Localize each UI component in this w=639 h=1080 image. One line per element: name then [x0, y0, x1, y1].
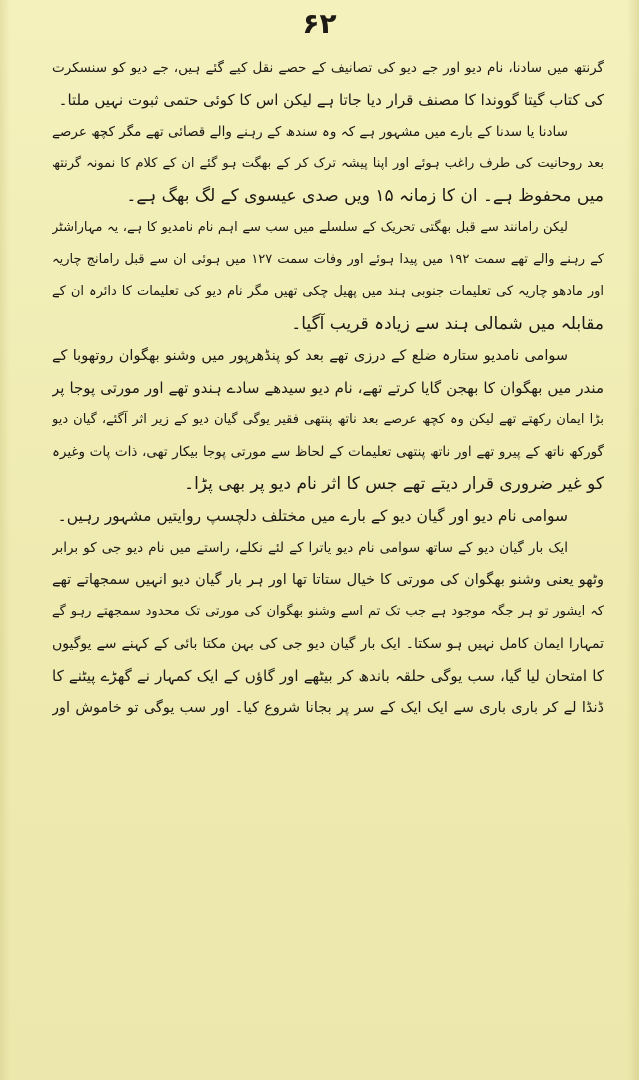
text-line: سادنا یا سدنا کے بارے میں مشہور ہے کہ وہ سندھ کے رہنے والے قصائی تھے مگر کچھ عرصے — [52, 124, 568, 140]
text-line: کے رہنے والے تھے سمت ۱۹۲ میں پیدا ہوئے اور وفات سمت ۱۲۷ میں ہوئی ان سے قبل رامانج چاریہ — [52, 252, 604, 267]
text-line: مندر میں بھگوان کا بھجن گایا کرتے تھے، نام دیو سیدھے سادے ہندو تھے اور مورتی پوجا پر — [52, 379, 604, 397]
scan-shadow-left — [0, 0, 10, 1080]
page-number: ۶۲ — [302, 7, 337, 40]
text-line: کی کتاب گیتا گووندا کا مصنف قرار دیا جاتا ہے لیکن اس کا کوئی حتمی ثبوت نہیں ملتا۔ — [58, 91, 604, 109]
paragraph — [52, 116, 604, 212]
paragraph — [52, 340, 604, 500]
body-text — [52, 52, 604, 724]
text-line: ڈنڈا لے کر باری باری سے ایک ایک کے سر پر بجانا شروع کیا۔ اور سب یوگی تو خاموش اور — [52, 700, 604, 716]
text-line: سوامی نامدیو ستارہ ضلع کے درزی تھے بعد کو پنڈھرپور میں وشنو بھگوان روتھوبا کے — [52, 348, 568, 364]
paragraph — [52, 500, 604, 724]
paragraph — [52, 212, 604, 340]
scan-shadow-right — [627, 0, 639, 1080]
text-line: وٹھو یعنی وشنو بھگوان کی مورتی کا خیال ستاتا تھا اور ہر بار گیان دیو انہیں سمجھاتے تھے — [52, 572, 604, 588]
text-line: کہ ایشور تو ہر جگہ موجود ہے جب تک تم اسے وشنو بھگوان کی مورتی تک محدود سمجھتے رہو گے — [52, 604, 604, 619]
text-line: بڑا ایمان رکھتے تھے لیکن وہ کچھ عرصے بعد ناتھ پنتھی فقیر یوگی گیان دیو کے زیر اثر آگئے، گیان دیو — [52, 412, 604, 427]
text-line: مقابلہ میں شمالی ہند سے زیادہ قریب آگیا۔ — [291, 314, 604, 334]
text-line: اور مادھو چاریہ کی تعلیمات جنوبی ہند میں پھیل چکی تھیں مگر نام دیو کی تعلیمات کا دائرہ ان کے — [52, 284, 604, 299]
text-line: سوامی نام دیو اور گیان دیو کے بارے میں مختلف دلچسپ روایتیں مشہور رہیں۔ — [57, 507, 568, 525]
text-line: ایک بار گیان دیو کے ساتھ سوامی نام دیو یاترا کے لئے نکلے، راستے میں نام دیو جی کو برابر — [52, 540, 568, 556]
text-line: کا امتحان لیا گیا، سب یوگی حلقہ باندھ کر بیٹھے اور گاؤں کے ایک کمہار نے گھڑے پیٹنے کا — [52, 667, 604, 685]
paragraph — [52, 52, 604, 116]
text-line: لیکن رامانند سے قبل بھگتی تحریک کے سلسلے میں سب سے اہم نام نامدیو کا ہے، یہ مہاراشٹر — [52, 220, 568, 235]
text-line: بعد روحانیت کی طرف راغب ہوئے اور اپنا پیشہ ترک کر کے بھگت ہو گئے ان کے کلام کا نمونہ گرنتھ — [52, 156, 604, 171]
text-line: تمہارا ایمان کامل نہیں ہو سکتا۔ ایک بار گیان دیو جی کی بہن مکتا بائی کے کہنے سے یوگیوں — [52, 636, 604, 652]
text-line: کو غیر ضروری قرار دیتے تھے جس کا اثر نام دیو پر بھی پڑا۔ — [184, 474, 604, 494]
text-line: گورکھ ناتھ کے پیرو تھے اور ناتھ پنتھی تعلیمات کے لحاظ سے مورتی پوجا بیکار تھی، ذات پات وغیرہ — [52, 444, 604, 460]
text-line: میں محفوظ ہے۔ ان کا زمانہ ۱۵ ویں صدی عیسوی کے لگ بھگ ہے۔ — [126, 186, 604, 206]
text-line: گرنتھ میں سادنا، نام دیو اور جے دیو کی تصانیف کے حصے نقل کیے گئے ہیں، جے دیو کو سنسکرت — [52, 60, 604, 76]
